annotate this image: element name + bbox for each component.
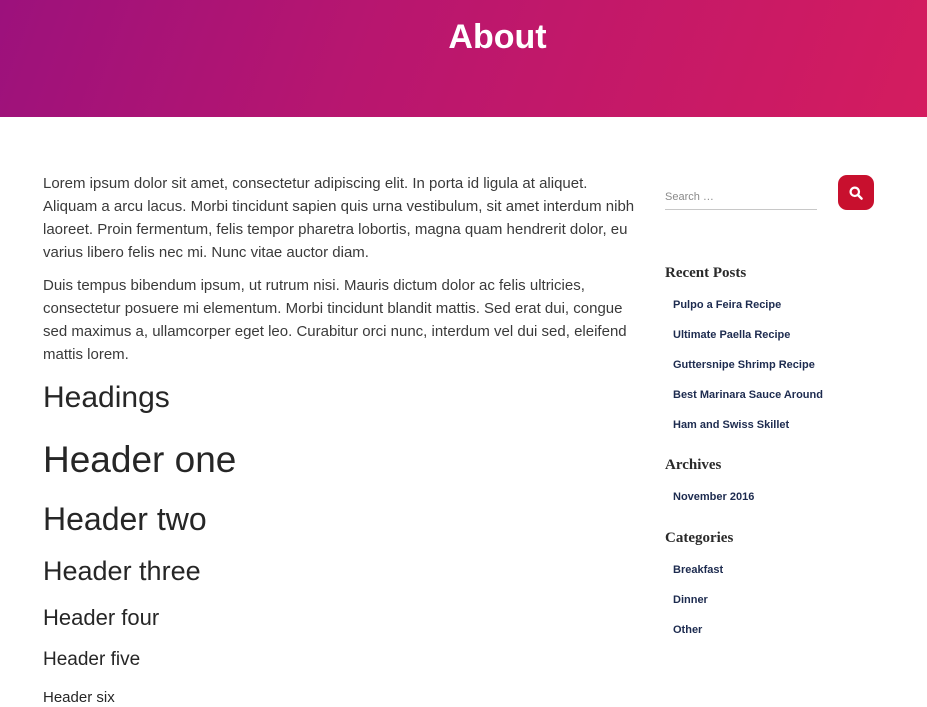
header-six: Header six bbox=[43, 689, 115, 706]
header-four: Header four bbox=[43, 605, 160, 630]
recent-post-link[interactable]: Best Marinara Sauce Around bbox=[673, 389, 823, 401]
page-hero bbox=[0, 0, 927, 117]
main-content bbox=[43, 172, 643, 707]
category-link[interactable]: Breakfast bbox=[673, 564, 724, 576]
header-two: Header two bbox=[43, 501, 207, 537]
recent-post-link[interactable]: Pulpo a Feira Recipe bbox=[673, 299, 782, 311]
header-one: Header one bbox=[43, 439, 237, 480]
page-title: About bbox=[448, 18, 547, 56]
search-input[interactable] bbox=[665, 185, 817, 210]
archive-link[interactable]: November 2016 bbox=[673, 491, 755, 503]
paragraph: Lorem ipsum dolor sit amet, consectetur adipiscing elit. In porta id ligula at aliquet. Aliquam a arcu lacus. Morbi tincidunt sapien quis urna vestibulum, sit amet interdum nibh laoreet. Proin fermentum, felis tempor pharetra lobortis, magna quam hendrerit dolor, eu varius libero felis nec mi. Nunc vitae auctor diam. bbox=[43, 175, 635, 261]
sidebar bbox=[665, 175, 895, 653]
search-button[interactable] bbox=[838, 175, 874, 210]
headings-title: Headings bbox=[43, 381, 170, 414]
recent-posts-widget bbox=[665, 265, 895, 432]
search-icon bbox=[849, 186, 863, 200]
archives-title: Archives bbox=[665, 457, 722, 473]
category-link[interactable]: Dinner bbox=[673, 594, 708, 606]
recent-post-link[interactable]: Guttersnipe Shrimp Recipe bbox=[673, 359, 815, 371]
category-link[interactable]: Other bbox=[673, 624, 703, 636]
categories-title: Categories bbox=[665, 530, 734, 546]
search-form bbox=[665, 175, 895, 215]
recent-post-link[interactable]: Ultimate Paella Recipe bbox=[673, 329, 791, 341]
header-three: Header three bbox=[43, 556, 201, 586]
paragraph: Duis tempus bibendum ipsum, ut rutrum nisi. Mauris dictum dolor ac felis ultricies, consectetur posuere mi elementum. Morbi tincidunt blandit mattis. Sed erat dui, congue sed maximus a, ullamcorper eget leo. Curabitur orci nunc, interdum vel dui sed, eleifend mattis lorem. bbox=[43, 277, 627, 363]
archives-widget bbox=[665, 457, 895, 504]
recent-post-link[interactable]: Ham and Swiss Skillet bbox=[673, 419, 790, 431]
header-five: Header five bbox=[43, 649, 141, 670]
categories-widget bbox=[665, 530, 895, 637]
recent-posts-title: Recent Posts bbox=[665, 265, 747, 281]
